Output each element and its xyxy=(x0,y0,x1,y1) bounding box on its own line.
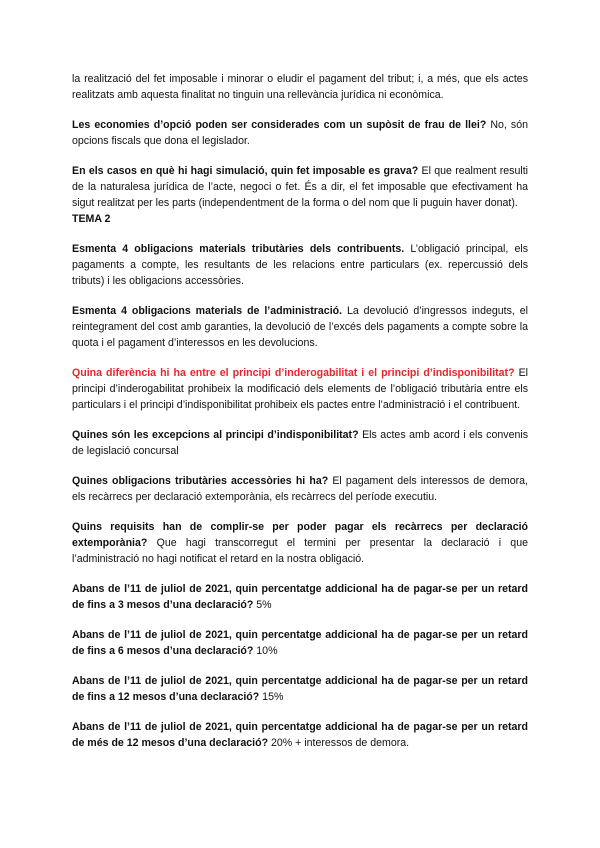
question-text: Esmenta 4 obligacions materials de l’administració. xyxy=(72,305,343,317)
answer-text: 10% xyxy=(253,645,278,657)
section-heading: TEMA 2 xyxy=(72,213,111,225)
question-text: Quines obligacions tributàries accessòries hi ha? xyxy=(72,475,329,487)
question-text: Abans de l’11 de juliol de 2021, quin percentatge addicional ha de pagar-se per un retard de fins a 12 mesos d’una declaració? xyxy=(72,675,528,703)
qa-paragraph xyxy=(72,303,528,351)
question-text: Quines són les excepcions al principi d’indisponibilitat? xyxy=(72,429,359,441)
question-text: Abans de l’11 de juliol de 2021, quin percentatge addicional ha de pagar-se per un retard de fins a 6 mesos d’una declaració? xyxy=(72,629,528,657)
answer-text: La devolució d’ingressos indeguts, el reintegrament del cost amb garanties, la devolució de l’excés dels pagaments a compte sobre la quota i el pagament d’interessos en les devolucions. xyxy=(72,305,528,349)
qa-paragraph xyxy=(72,627,528,659)
qa-paragraph-highlighted xyxy=(72,365,528,413)
qa-paragraph xyxy=(72,427,528,459)
question-text: En els casos en què hi hagi simulació, quin fet imposable es grava? xyxy=(72,165,419,177)
answer-text: L’obligació principal, els pagaments a compte, les resultants de les relacions entre particulars (ex. repercussió dels tributs) i les obligacions accessòries. xyxy=(72,243,528,287)
question-text: Quins requisits han de complir-se per poder pagar els recàrrecs per declaració extemporània? xyxy=(72,521,528,549)
question-text: Abans de l’11 de juliol de 2021, quin percentatge addicional ha de pagar-se per un retard de més de 12 mesos d’una declaració? xyxy=(72,721,528,749)
answer-text: 15% xyxy=(259,691,284,703)
answer-text: 5% xyxy=(253,599,272,611)
question-text: Esmenta 4 obligacions materials tributàries dels contribuents. xyxy=(72,243,405,255)
qa-paragraph xyxy=(72,473,528,505)
qa-paragraph xyxy=(72,673,528,705)
answer-text: Els actes amb acord i els convenis de legislació concursal xyxy=(72,429,528,457)
qa-paragraph xyxy=(72,581,528,613)
highlighted-question-text: Quina diferència hi ha entre el principi d’inderogabilitat i el principi d’indisponibilitat? xyxy=(72,367,515,379)
question-text: Abans de l’11 de juliol de 2021, quin percentatge addicional ha de pagar-se per un retard de fins a 3 mesos d’una declaració? xyxy=(72,583,528,611)
answer-text: El que realment resulti de la naturalesa jurídica de l’acte, negoci o fet. És a dir, el fet imposable que efectivament ha sigut realitzat per les parts (independentment de la forma o del nom que li puguin haver donat). xyxy=(72,165,528,209)
qa-paragraph xyxy=(72,519,528,567)
qa-paragraph xyxy=(72,163,528,211)
qa-paragraph xyxy=(72,241,528,289)
qa-paragraph xyxy=(72,719,528,751)
answer-text: 20% + interessos de demora. xyxy=(268,737,410,749)
intro-paragraph: la realització del fet imposable i minorar o eludir el pagament del tribut; i, a més, que els actes realitzats amb aquesta finalitat no tinguin una rellevància jurídica ni econòmica. xyxy=(72,73,528,101)
answer-text: Que hagi transcorregut el termini per presentar la declaració i que l’administració no hagi notificat el retard en la nostra obligació. xyxy=(72,537,528,565)
answer-text: El pagament dels interessos de demora, els recàrrecs per declaració extemporània, els recàrrecs del període executiu. xyxy=(72,475,528,503)
question-text: Les economies d’opció poden ser considerades com un supòsit de frau de llei? xyxy=(72,119,487,131)
qa-paragraph xyxy=(72,117,528,149)
answer-text: No, són opcions fiscals que dona el legislador. xyxy=(72,119,529,147)
answer-text: El principi d’inderogabilitat prohibeix la modificació dels elements de l’obligació tributària entre els particulars i el principi d’indisponibilitat prohibeix els pactes entre l’administració i el contribuent. xyxy=(72,367,528,411)
